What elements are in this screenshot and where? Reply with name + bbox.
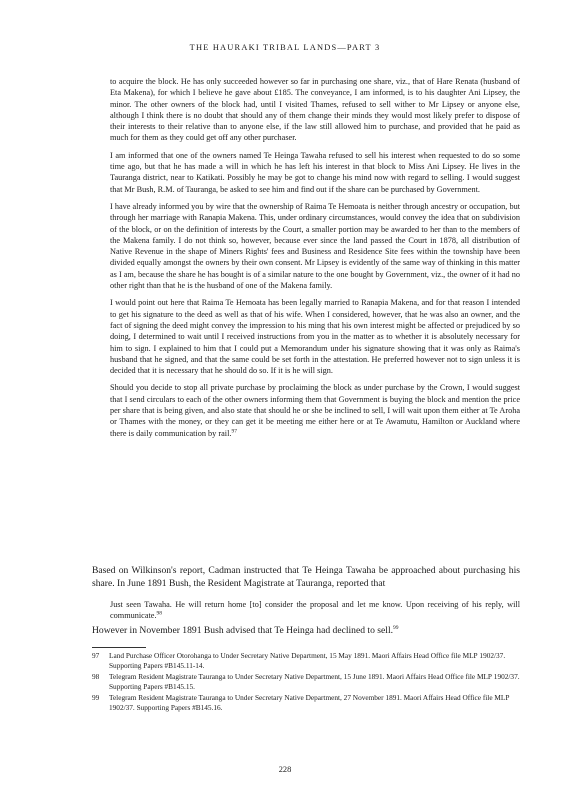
footnote-file-code: MLP xyxy=(462,651,478,660)
quote-paragraph: I have already informed you by wire that the ownership of Raima Te Hemoata is neither through ancestry or occupation, but through her marriage with Ranapia Makena. This, under ordinary circumstances, would convey the idea that on subdivision of the block, or on the definition of interests by the Court, a smaller portion may be awarded to her than to the members of the Makena family. I do not think so, however, because ever since the land passed the Court in 1878, all distribution of Native Revenue in the shape of Miners Rights' fees and Business and Residence Site fees within the township have been divided equally amongst the owners by their own consent. Mr Lipsey is evidently of the same way of thinking in this matter as I am, because the share he has bought is of a similar nature to the one bought by Government, viz., the owner of it had no other right than that he is the husband of one of the Makena family. xyxy=(110,201,520,291)
body-paragraph-text: However in November 1891 Bush advised that Te Heinga had declined to sell. xyxy=(92,625,394,636)
footnote-text: 1902/37. Supporting Papers #B145.11-14. xyxy=(109,651,506,670)
quote-paragraph: to acquire the block. He has only succeeded however so far in purchasing one share, viz., that of Hare Renata (husband of Eta Makena), for which I believe he gave about £185. The conveyance, I am informed, is to his daughter Ani Lipsey, the minor. The other owners of the block had, until I visited Thames, refused to sell wither to Mr Lipsey or anyone else, although I think there is no doubt that should any of them change their minds they would most likely prefer to dispose of their interests to their relative than to anyone else, if the law still allowed him to purchase, and provided that he paid as much for them as they could get off any other purchaser. xyxy=(110,77,520,143)
footnote-file-code: MLP xyxy=(476,672,492,682)
footnote-text: 1902/37. Supporting Papers #B145.16. xyxy=(109,702,223,712)
footnote xyxy=(92,651,520,670)
footnote-text: 1902/37. Supporting Papers #B145.15. xyxy=(109,672,520,691)
body-paragraph-2 xyxy=(92,624,520,637)
footnote-text: Telegram Resident Magistrate Tauranga to Under Secretary Native Department, 15 June 1891. Maori Affairs Head Office file xyxy=(109,672,477,682)
footnotes xyxy=(92,651,520,715)
footnote xyxy=(92,672,520,691)
footnote xyxy=(92,693,520,712)
body-paragraph: Based on Wilkinson's report, Cadman instructed that Te Heinga Tawaha be approached about purchasing his share. In June 1891 Bush, the Resident Magistrate at Tauranga, reported that xyxy=(92,565,520,590)
block-quote-wilkinson xyxy=(110,76,520,445)
footnote-file-code: MLP xyxy=(494,693,510,703)
footnote-ref: 99 xyxy=(393,624,399,631)
quote-paragraph xyxy=(110,382,520,438)
quote-paragraph-text: Should you decide to stop all private purchase by proclaiming the block as under purchase by the Crown, I would suggest that I send circulars to each of the other owners informing them that Government is buying the block and mention the price per share that is being given, and also state that should he or she be inclined to sell, I will wait upon them either at Te Aroha or Thames with the money, or they can get it be meeting me either here or at Te Awamutu, Hamilton or Auckland where there is daily communication by rail. xyxy=(110,383,520,438)
page-number: 228 xyxy=(278,765,292,774)
footnote-divider xyxy=(92,647,146,648)
body-paragraph xyxy=(92,624,520,637)
footnote-text: Land Purchase Officer Otorohanga to Under Secretary Native Department, 15 May 1891. Maori Affairs Head Office file xyxy=(109,651,463,660)
quote-paragraph: I am informed that one of the owners named Te Heinga Tawaha refused to sell his interest when requested to do so some time ago, but that he has made a will in which he has left his interest in that block to Miss Ani Lipsey. He lives in the Tauranga district, near to Katikati. Possibly he may be got to change his mind now with regard to selling. I would suggest that Mr Bush, R.M. of Tauranga, be asked to see him and find out if the share can be purchased by Government. xyxy=(110,150,520,194)
quote-paragraph xyxy=(110,599,520,622)
body-paragraph-1 xyxy=(92,564,520,591)
footnote-ref: 98 xyxy=(156,610,163,617)
footnote-number: 97 xyxy=(92,651,100,660)
footnote-ref: 97 xyxy=(231,427,237,434)
footnote-number: 98 xyxy=(92,672,100,682)
running-head: THE HAURAKI TRIBAL LANDS—PART 3 xyxy=(189,43,381,52)
quote-paragraph-text: Just seen Tawaha. He will return home [to] consider the proposal and let me know. Upon receiving of his reply, will communicate. xyxy=(110,600,520,621)
footnote-text: Telegram Resident Magistrate Tauranga to Under Secretary Native Department, 27 November 1891. Maori Affairs Head Office file xyxy=(109,693,495,703)
quote-paragraph: I would point out here that Raima Te Hemoata has been legally married to Ranapia Makena, and for that reason I intended to get his signature to the deed as well as that of his wife. When I considered, however, that he was also an owner, and the fact of signing the deed might convey the impression to his ming that his own interest might be affected or prejudiced by so doing, I determined to wait until I received instructions from you in the matter as to whether it is absolutely necessary for him to sign. I explained to him that I could put a Memorandum under his signature showing that it was only as Raima's husband that he signed, and that the same could be set forth in the attestation. He preferred however not to sign unless it is decided that it is necessary that he should do so. If it is he will sign. xyxy=(110,298,520,376)
footnote-number: 99 xyxy=(92,693,100,703)
